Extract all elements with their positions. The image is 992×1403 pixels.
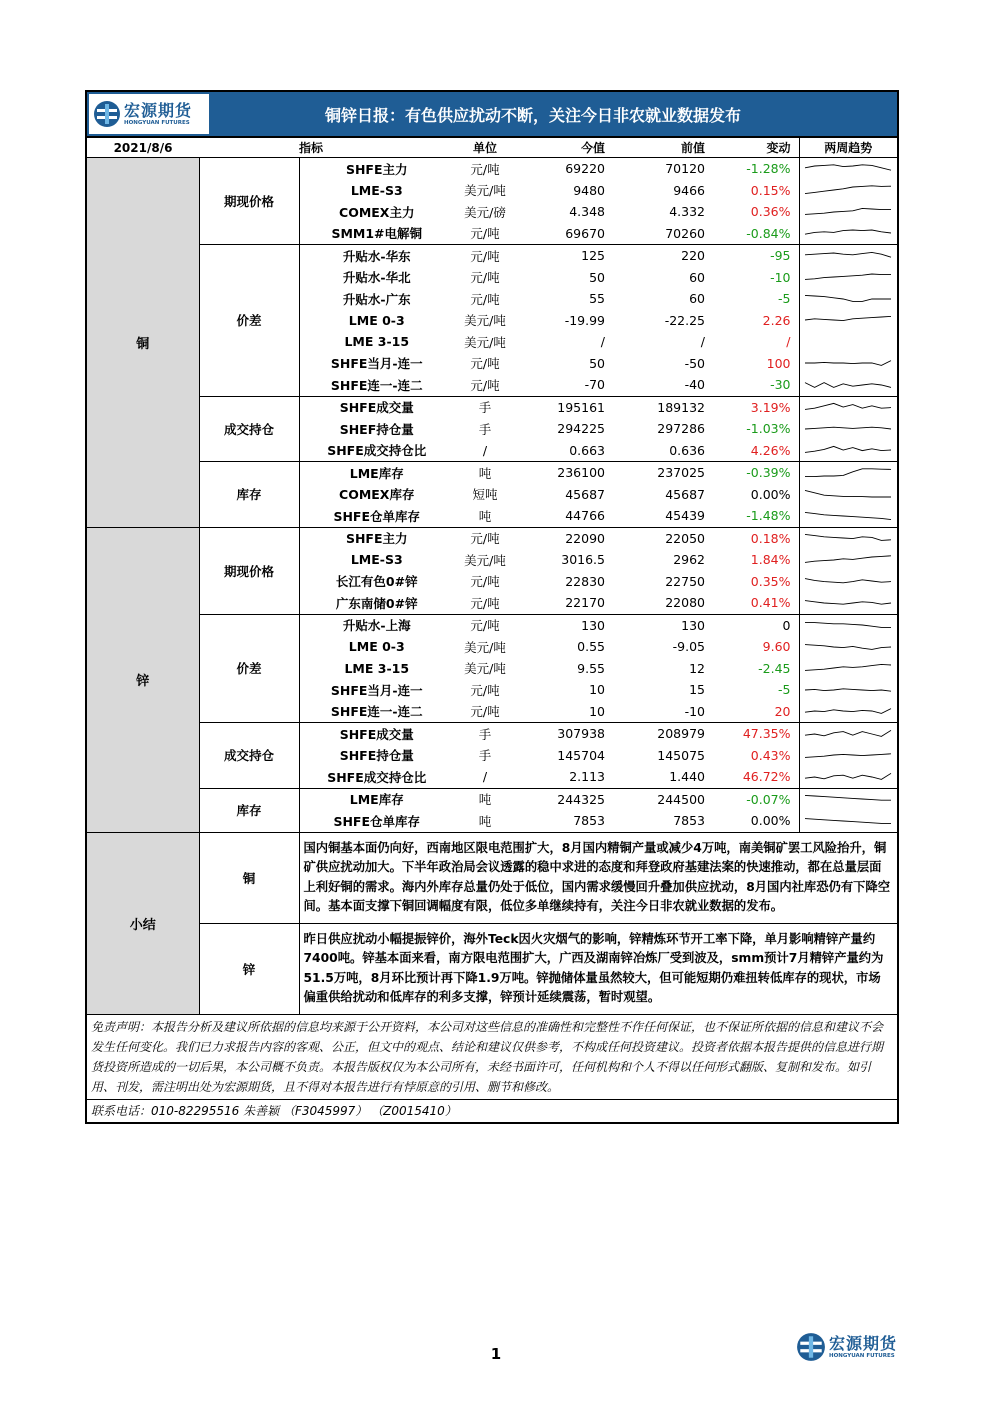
- trend-cell: [799, 462, 897, 484]
- trend-cell: [799, 788, 897, 810]
- group-label: 库存: [199, 788, 299, 832]
- sparkline: [803, 813, 893, 829]
- group-label: 成交持仓: [199, 396, 299, 462]
- trend-cell: [799, 396, 897, 418]
- previous-value: 2962: [673, 552, 705, 568]
- trend-cell: [799, 527, 897, 549]
- summary-zinc-row: [87, 923, 897, 1014]
- unit: 元/吨: [470, 531, 500, 547]
- unit: 手: [478, 726, 492, 742]
- indicator-name: SHFE仓单库存: [299, 810, 454, 832]
- sparkline-path: [805, 447, 891, 453]
- trend-cell: [799, 571, 897, 593]
- sparkline-path: [805, 186, 891, 194]
- indicator-name: LME 3-15: [344, 334, 410, 350]
- indicator-name: 长江有色0#锌: [335, 574, 418, 590]
- sparkline: [803, 573, 893, 589]
- previous-value: -10: [613, 701, 713, 723]
- unit: 元/吨: [470, 356, 500, 372]
- change-value: 3.19%: [750, 399, 791, 415]
- sparkline-path: [805, 600, 891, 604]
- change-value: 0.41%: [713, 592, 799, 614]
- unit: 元/吨: [454, 223, 516, 245]
- change-value: 20: [713, 701, 799, 723]
- col-unit: 单位: [454, 138, 516, 158]
- header-row: [87, 138, 897, 158]
- group-label: 期现价格: [199, 158, 299, 245]
- indicator-name: SHFE成交持仓比: [299, 440, 454, 462]
- change-value: -95: [770, 248, 791, 264]
- indicator-name: LME库存: [349, 792, 404, 808]
- today-value: 50: [589, 355, 605, 371]
- today-value: -70: [516, 374, 613, 396]
- today-value: 22170: [516, 592, 613, 614]
- sparkline-path: [805, 361, 891, 366]
- indicator-name: SHFE主力: [345, 161, 408, 177]
- group-label: 库存: [199, 462, 299, 528]
- sparkline-path: [805, 165, 891, 170]
- indicator-name: SHFE成交量: [339, 726, 414, 742]
- today-value: 2.113: [516, 766, 613, 788]
- logo-en-text: HONGYUAN FUTURES: [124, 119, 190, 126]
- previous-value: 189132: [657, 399, 705, 415]
- col-indicator: 指标: [299, 138, 454, 158]
- sparkline: [803, 747, 893, 763]
- sparkline: [803, 225, 893, 241]
- indicator-name: SHFE成交持仓比: [299, 766, 454, 788]
- today-value: -19.99: [564, 312, 605, 328]
- change-value: 9.60: [762, 639, 791, 655]
- previous-value: 70120: [665, 161, 705, 177]
- unit: 元/吨: [454, 592, 516, 614]
- today-value: 50: [589, 269, 605, 285]
- trend-cell: [799, 288, 897, 310]
- unit: 元/吨: [454, 374, 516, 396]
- unit: 美元/吨: [464, 639, 506, 655]
- sparkline-path: [805, 404, 891, 410]
- daily-report: [85, 90, 899, 1124]
- sparkline: [803, 682, 893, 698]
- change-value: 0.35%: [750, 573, 791, 589]
- previous-value: 45439: [613, 505, 713, 527]
- change-value: 0.00%: [750, 486, 791, 502]
- previous-value: 1.440: [613, 766, 713, 788]
- today-value: 69670: [516, 223, 613, 245]
- change-value: 0.36%: [750, 204, 791, 220]
- indicator-name: SMM1#电解铜: [299, 223, 454, 245]
- trend-cell: [799, 549, 897, 571]
- previous-value: 220: [681, 248, 705, 264]
- trend-cell: [799, 701, 897, 723]
- previous-value: 45687: [665, 486, 705, 502]
- footer-logo-mark-icon: [796, 1332, 826, 1362]
- sparkline: [803, 291, 893, 307]
- unit: 元/吨: [470, 161, 500, 177]
- change-value: -5: [778, 291, 791, 307]
- table-row: [87, 527, 897, 549]
- group-label: 期现价格: [199, 527, 299, 614]
- unit: 吨: [478, 792, 492, 808]
- copper-section: [87, 158, 897, 528]
- indicator-name: SHFE连一-连二: [299, 374, 454, 396]
- previous-value: -50: [684, 355, 705, 371]
- sparkline-path: [805, 665, 891, 671]
- section-label-copper: 铜: [87, 158, 199, 528]
- previous-value: 22750: [665, 573, 705, 589]
- change-value: /: [786, 334, 791, 350]
- trend-cell: [799, 374, 897, 396]
- sparkline-path: [805, 754, 891, 758]
- previous-value: 15: [689, 682, 705, 698]
- summary-section: [87, 832, 897, 1014]
- logo-cn-text: 宏源期货: [124, 100, 193, 120]
- previous-value: 208979: [657, 726, 705, 742]
- logo-mark-icon: [93, 100, 121, 128]
- trend-cell: [799, 658, 897, 680]
- previous-value: 4.332: [669, 204, 705, 220]
- group-label: 价差: [199, 245, 299, 397]
- today-value: 0.663: [516, 440, 613, 462]
- previous-value: 70260: [613, 223, 713, 245]
- today-value: 22830: [565, 573, 605, 589]
- unit: 美元/磅: [464, 204, 506, 220]
- change-value: -1.48%: [713, 505, 799, 527]
- data-table: [87, 138, 897, 1014]
- unit: 元/吨: [470, 574, 500, 590]
- today-value: 125: [581, 248, 605, 264]
- table-row: [87, 614, 897, 636]
- sparkline-path: [805, 469, 891, 477]
- sparkline: [803, 421, 893, 437]
- trend-cell: [799, 418, 897, 440]
- table-row: [87, 788, 897, 810]
- unit: /: [454, 440, 516, 462]
- today-value: 3016.5: [561, 552, 605, 568]
- trend-cell: [799, 505, 897, 527]
- sparkline-path: [805, 623, 891, 628]
- today-value: 236100: [557, 465, 605, 481]
- table-row: [87, 462, 897, 484]
- change-value: -1.28%: [746, 161, 791, 177]
- previous-value: -9.05: [672, 639, 705, 655]
- today-value: 130: [581, 617, 605, 633]
- sparkline: [803, 182, 893, 198]
- trend-cell: [799, 440, 897, 462]
- zinc-section: [87, 527, 897, 832]
- footer-logo-cn: 宏源期货: [829, 1333, 898, 1353]
- trend-cell: [799, 180, 897, 202]
- summary-copper-text: 国内铜基本面仍向好，西南地区限电范围扩大，8月国内精铜产量或减少4万吨，南美铜矿罢工风险抬升，铜矿供应扰动加大。下半年政治局会议透露的稳中求进的态度和拜登政府基建法案的快速推动，都在总量层面上利好铜的需求。海内外库存总量仍处于低位，国内需求缓慢回升叠加供应扰动，8月国内社库恐仍有下降空间。基本面支撑下铜回调幅度有限，低位多单继续持有，关注今日非农就业数据的发布。: [299, 832, 897, 923]
- sparkline-path: [805, 796, 891, 801]
- indicator-name: SHFE仓单库存: [299, 505, 454, 527]
- change-value: 4.26%: [713, 440, 799, 462]
- sparkline-path: [805, 427, 891, 429]
- col-today: 今值: [516, 138, 613, 158]
- today-value: 0.55: [577, 639, 605, 655]
- sparkline-path: [805, 556, 891, 563]
- previous-value: -22.25: [664, 312, 705, 328]
- table-row: [87, 245, 897, 267]
- unit: 吨: [478, 465, 492, 481]
- change-value: 47.35%: [742, 726, 791, 742]
- unit: 元/吨: [470, 291, 500, 307]
- trend-cell: [799, 592, 897, 614]
- table-row: [87, 723, 897, 745]
- sparkline: [803, 204, 893, 220]
- group-label: 成交持仓: [199, 723, 299, 789]
- today-value: 4.348: [569, 204, 605, 220]
- change-value: 1.84%: [750, 552, 791, 568]
- indicator-name: SHEF持仓量: [339, 421, 414, 437]
- sparkline: [803, 660, 893, 676]
- unit: 美元/吨: [464, 661, 506, 677]
- unit: 美元/吨: [464, 552, 506, 568]
- previous-value: -40: [613, 374, 713, 396]
- previous-value: 60: [689, 269, 705, 285]
- sparkline-path: [805, 709, 891, 714]
- report-banner: [87, 92, 897, 138]
- change-value: 46.72%: [713, 766, 799, 788]
- indicator-name: LME 0-3: [348, 639, 405, 655]
- indicator-name: SHFE持仓量: [339, 748, 414, 764]
- previous-value: 0.636: [613, 440, 713, 462]
- sparkline: [803, 791, 893, 807]
- change-value: 0.15%: [750, 182, 791, 198]
- indicator-name: LME-S3: [350, 182, 403, 198]
- change-value: 2.26: [762, 312, 791, 328]
- indicator-name: 升贴水-广东: [342, 291, 411, 307]
- change-value: -10: [770, 269, 791, 285]
- trend-cell: [799, 484, 897, 506]
- unit: 手: [478, 421, 492, 437]
- summary-zinc-text: 昨日供应扰动小幅提振锌价，海外Teck因火灾烟气的影响，锌精炼环节开工率下降，单月影响精锌产量约7400吨。锌基本面来看，南方限电范围扩大，广西及湖南锌冶炼厂受到波及，smm预计7月精锌产量约为51.5万吨，8月环比预计再下降1.9万吨。锌抛储体量虽然较大，但可能短期仍难扭转低库存的现状，市场偏重供给扰动和低库存的利多支撑，锌预计延续震荡，暂时观望。: [303, 931, 884, 1004]
- previous-value: 12: [689, 660, 705, 676]
- sparkline-path: [805, 512, 891, 519]
- report-date: 2021/8/6: [87, 138, 199, 158]
- sparkline: [803, 595, 893, 611]
- group-label: 价差: [199, 614, 299, 723]
- company-logo: [89, 94, 209, 134]
- unit: 吨: [454, 810, 516, 832]
- indicator-name: SHFE当月-连一: [330, 356, 423, 372]
- today-value: 22090: [565, 530, 605, 546]
- unit: 短吨: [472, 487, 498, 503]
- unit: 元/吨: [470, 618, 500, 634]
- trend-cell: [799, 310, 897, 332]
- trend-cell: [799, 679, 897, 701]
- trend-cell: [799, 614, 897, 636]
- summary-copper-label: 铜: [199, 832, 299, 923]
- change-value: 0.43%: [750, 747, 791, 763]
- sparkline-path: [805, 274, 891, 279]
- change-value: 0: [782, 617, 791, 633]
- summary-zinc-label: 锌: [199, 923, 299, 1014]
- indicator-name: 广东南储0#锌: [299, 592, 454, 614]
- previous-value: 244500: [657, 791, 705, 807]
- sparkline: [803, 552, 893, 568]
- previous-value: 60: [689, 291, 705, 307]
- sparkline: [803, 334, 893, 350]
- trend-cell: [799, 766, 897, 788]
- previous-value: 130: [681, 617, 705, 633]
- today-value: 244325: [557, 791, 605, 807]
- col-previous: 前值: [613, 138, 713, 158]
- today-value: 195161: [557, 399, 605, 415]
- col-trend: 两周趋势: [799, 138, 897, 158]
- indicator-name: 升贴水-华北: [342, 270, 411, 286]
- trend-cell: [799, 158, 897, 180]
- unit: 元/吨: [470, 682, 500, 698]
- indicator-name: COMEX主力: [339, 204, 415, 220]
- change-value: -5: [778, 682, 791, 698]
- sparkline: [803, 355, 893, 371]
- disclaimer: 免责声明：本报告分析及建议所依据的信息均来源于公开资料，本公司对这些信息的准确性和完整性不作任何保证，也不保证所依据的信息和建议不会发生任何变化。我们已力求报告内容的客观、公正，但文中的观点、结论和建议仅供参考，不构成任何投资建议。投资者依据本报告提供的信息进行期货投资所造成的一切后果，本公司概不负责。本报告版权仅为本公司所有，未经书面许可，任何机构和个人不得以任何形式翻版、复制和发布。如引用、刊发，需注明出处为宏源期货，且不得对本报告进行有悖原意的引用、删节和修改。: [87, 1014, 897, 1099]
- sparkline-path: [805, 730, 891, 736]
- summary-label: 小结: [87, 832, 199, 1014]
- indicator-name: LME 3-15: [344, 660, 410, 676]
- trend-cell: [799, 723, 897, 745]
- trend-cell: [799, 201, 897, 223]
- sparkline-path: [805, 252, 891, 257]
- indicator-name: 升贴水-上海: [342, 618, 411, 634]
- today-value: 307938: [557, 726, 605, 742]
- unit: 美元/吨: [464, 334, 506, 350]
- previous-value: 22080: [613, 592, 713, 614]
- sparkline-path: [805, 295, 891, 301]
- previous-value: 145075: [657, 747, 705, 763]
- sparkline-path: [805, 579, 891, 583]
- sparkline-path: [805, 491, 891, 498]
- trend-cell: [799, 267, 897, 289]
- change-value: -0.39%: [746, 465, 791, 481]
- today-value: 10: [589, 682, 605, 698]
- trend-cell: [799, 223, 897, 245]
- indicator-name: SHFE成交量: [339, 400, 414, 416]
- today-value: 10: [516, 701, 613, 723]
- table-row: [87, 158, 897, 180]
- unit: 元/吨: [470, 248, 500, 264]
- unit: 元/吨: [470, 270, 500, 286]
- indicator-name: COMEX库存: [339, 487, 415, 503]
- summary-copper-row: [87, 832, 897, 923]
- change-value: 100: [766, 355, 791, 371]
- sparkline: [803, 486, 893, 502]
- today-value: 9.55: [577, 660, 605, 676]
- today-value: 294225: [557, 421, 605, 437]
- sparkline-path: [805, 230, 891, 234]
- change-value: -1.03%: [746, 421, 791, 437]
- footer-logo-en: HONGYUAN FUTURES: [829, 1352, 895, 1359]
- sparkline: [803, 703, 893, 719]
- sparkline: [803, 508, 893, 524]
- sparkline: [803, 769, 893, 785]
- trend-cell: [799, 353, 897, 375]
- change-value: 0.00%: [713, 810, 799, 832]
- sparkline-path: [805, 773, 891, 779]
- change-value: -2.45: [758, 660, 791, 676]
- previous-value: 297286: [657, 421, 705, 437]
- sparkline-path: [805, 382, 891, 387]
- change-value: -0.07%: [746, 791, 791, 807]
- indicator-name: SHFE主力: [345, 531, 408, 547]
- today-value: /: [600, 334, 605, 350]
- sparkline: [803, 530, 893, 546]
- change-value: -30: [713, 374, 799, 396]
- indicator-name: LME-S3: [350, 552, 403, 568]
- unit: 手: [478, 400, 492, 416]
- sparkline: [803, 399, 893, 415]
- col-change: 变动: [713, 138, 799, 158]
- indicator-name: LME库存: [349, 465, 404, 481]
- sparkline: [803, 442, 893, 458]
- change-value: 0.18%: [750, 530, 791, 546]
- trend-cell: [799, 810, 897, 832]
- report-title: 铜锌日报：有色供应扰动不断，关注今日非农就业数据发布: [324, 105, 741, 125]
- sparkline: [803, 312, 893, 328]
- unit: 元/吨: [454, 701, 516, 723]
- footer-logo: [796, 1332, 897, 1362]
- today-value: 145704: [557, 747, 605, 763]
- previous-value: 9466: [673, 182, 705, 198]
- today-value: 9480: [573, 182, 605, 198]
- change-value: -0.84%: [713, 223, 799, 245]
- trend-cell: [799, 245, 897, 267]
- table-row: [87, 396, 897, 418]
- today-value: 44766: [516, 505, 613, 527]
- page-number: 1: [490, 1345, 502, 1363]
- contact-info: 联系电话：010-82295516 朱善颖 （F3045997） （Z0015410）: [87, 1099, 897, 1122]
- sparkline-path: [805, 535, 891, 541]
- unit: 吨: [454, 505, 516, 527]
- unit: 美元/吨: [464, 313, 506, 329]
- unit: /: [454, 766, 516, 788]
- sparkline: [803, 377, 893, 393]
- trend-cell: [799, 636, 897, 658]
- sparkline: [803, 248, 893, 264]
- sparkline: [803, 465, 893, 481]
- sparkline: [803, 161, 893, 177]
- sparkline-path: [805, 208, 891, 214]
- previous-value: 237025: [657, 465, 705, 481]
- sparkline: [803, 726, 893, 742]
- trend-cell: [799, 745, 897, 767]
- sparkline-path: [805, 818, 891, 823]
- sparkline: [803, 639, 893, 655]
- previous-value: 7853: [613, 810, 713, 832]
- today-value: 45687: [565, 486, 605, 502]
- trend-cell: [799, 331, 897, 353]
- section-label-zinc: 锌: [87, 527, 199, 832]
- sparkline: [803, 617, 893, 633]
- unit: 美元/吨: [464, 183, 506, 199]
- sparkline-path: [805, 317, 891, 321]
- indicator-name: SHFE当月-连一: [330, 682, 423, 698]
- previous-value: /: [700, 334, 705, 350]
- today-value: 69220: [565, 161, 605, 177]
- unit: 手: [478, 748, 492, 764]
- indicator-name: 升贴水-华东: [342, 248, 411, 264]
- today-value: 55: [589, 291, 605, 307]
- indicator-name: LME 0-3: [348, 312, 405, 328]
- indicator-name: SHFE连一-连二: [299, 701, 454, 723]
- sparkline-path: [805, 689, 891, 691]
- today-value: 7853: [516, 810, 613, 832]
- previous-value: 22050: [665, 530, 705, 546]
- sparkline-path: [805, 644, 891, 649]
- sparkline: [803, 269, 893, 285]
